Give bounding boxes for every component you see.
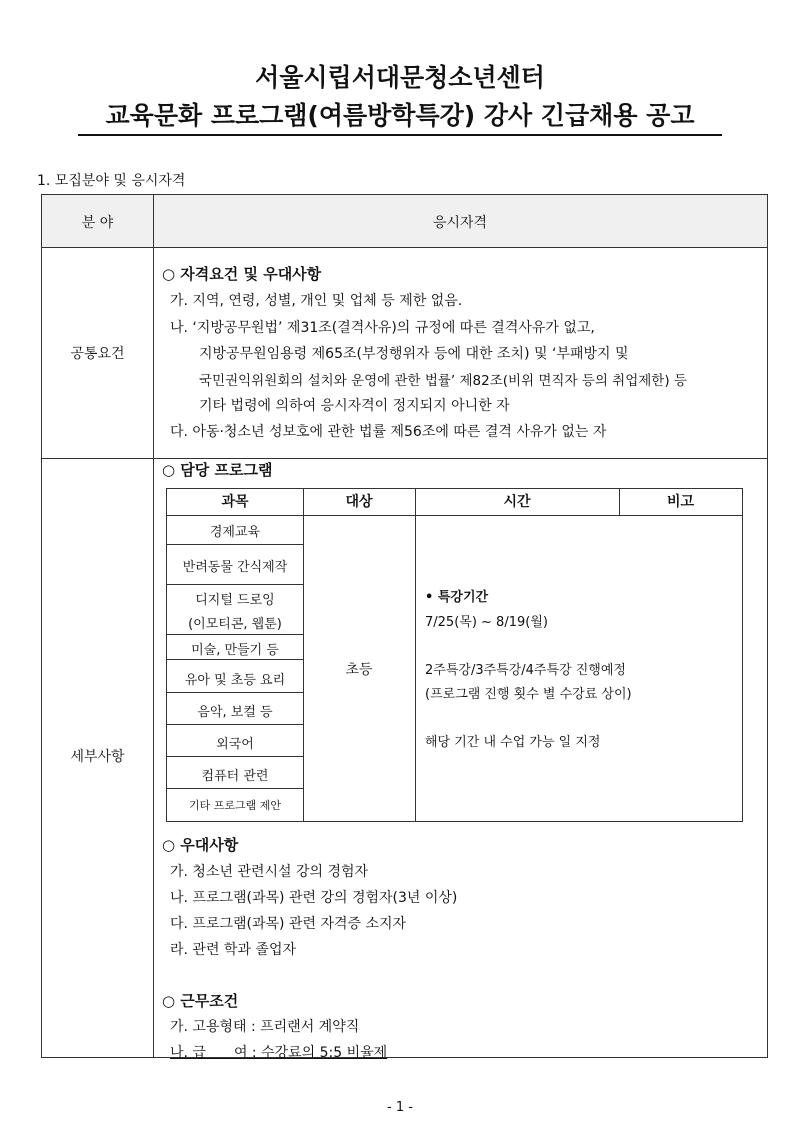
program-heading: ○ 담당 프로그램: [162, 461, 273, 479]
program-header-target: 대상: [345, 494, 373, 510]
time-line: 7/25(목) ~ 8/19(월): [425, 615, 548, 630]
subject-item: 경제교육: [209, 525, 261, 540]
program-header-time: 시간: [503, 494, 531, 510]
program-table: [166, 488, 743, 822]
column-divider: [153, 195, 154, 1057]
preference-item: 가. 청소년 관련시설 강의 경험자: [170, 864, 369, 880]
work-item: 나. 급 여 : 수강료의 5:5 비율제: [170, 1045, 388, 1061]
page-number: - 1 -: [387, 1100, 413, 1115]
common-label: 공통요건: [70, 346, 125, 362]
subject-row-divider: [167, 724, 303, 725]
time-line: • 특강기간: [425, 590, 489, 605]
header-field: 분 야: [81, 215, 114, 231]
subject-item: 유아 및 초등 요리: [184, 673, 286, 688]
time-line: (프로그램 진행 횟수 별 수강료 상이): [425, 687, 632, 702]
preference-heading: ○ 우대사항: [162, 836, 239, 854]
common-item: 다. 아동·청소년 성보호에 관한 법률 제56조에 따른 결격 사유가 없는 자: [170, 424, 607, 440]
common-item: 나. ‘지방공무원법’ 제31조(결격사유)의 규정에 따른 결격사유가 없고,: [170, 320, 595, 336]
work-item: 가. 고용형태 : 프리랜서 계약직: [170, 1019, 360, 1035]
target-value: 초등: [345, 662, 373, 678]
header-qualification: 응시자격: [432, 215, 488, 231]
time-line: 2주특강/3주특강/4주특강 진행예정: [425, 663, 626, 678]
recruitment-table: [41, 194, 768, 1061]
program-row-divider: [167, 515, 742, 516]
common-heading: ○ 자격요건 및 우대사항: [162, 265, 322, 283]
subject-item: (이모티콘, 웹툰): [188, 617, 282, 632]
program-col-divider: [415, 489, 416, 821]
subject-row-divider: [167, 634, 303, 635]
common-item: 지방공무원임용령 제65조(부정행위자 등에 대한 조치) 및 ‘부패방지 및: [199, 346, 629, 362]
subject-item: 기타 프로그램 제안: [188, 799, 281, 812]
subject-item: 외국어: [216, 737, 254, 752]
subject-row-divider: [167, 544, 303, 545]
row-divider: [42, 458, 767, 459]
common-item: 기타 법령에 의하여 응시자격이 정지되지 아니한 자: [199, 398, 510, 414]
preference-item: 나. 프로그램(과목) 관련 강의 경험자(3년 이상): [170, 890, 458, 906]
subject-item: 디지털 드로잉: [195, 593, 275, 608]
subject-row-divider: [167, 692, 303, 693]
details-label: 세부사항: [70, 749, 125, 765]
work-heading: ○ 근무조건: [162, 992, 239, 1010]
program-col-divider: [619, 489, 620, 515]
subject-row-divider: [167, 788, 303, 789]
document-title: 서울시립서대문청소년센터: [255, 63, 545, 92]
document-subtitle: 교육문화 프로그램(여름방학특강) 강사 긴급채용 공고: [78, 96, 722, 136]
subject-item: 음악, 보컬 등: [197, 705, 273, 720]
subject-item: 반려동물 간식제작: [182, 560, 288, 575]
program-header-note: 비고: [666, 494, 695, 510]
common-item: 가. 지역, 연령, 성별, 개인 및 업체 등 제한 없음.: [170, 293, 463, 309]
preference-item: 다. 프로그램(과목) 관련 자격증 소지자: [170, 916, 407, 932]
subject-item: 미술, 만들기 등: [191, 643, 279, 658]
preference-item: 라. 관련 학과 졸업자: [170, 942, 296, 958]
common-item: 국민권익위원회의 설치와 운영에 관한 법률’ 제82조(비위 면직자 등의 취업제한) 등: [199, 373, 687, 389]
time-line: 해당 기간 내 수업 가능 일 지정: [425, 735, 601, 750]
subject-item: 컴퓨터 관련: [201, 769, 269, 784]
section-heading: 1. 모집분야 및 응시자격: [37, 173, 186, 189]
subject-row-divider: [167, 756, 303, 757]
program-col-divider: [303, 489, 304, 821]
subject-row-divider: [167, 659, 303, 660]
program-header-subject: 과목: [221, 494, 249, 510]
subject-row-divider: [167, 584, 303, 585]
row-divider: [42, 247, 767, 248]
